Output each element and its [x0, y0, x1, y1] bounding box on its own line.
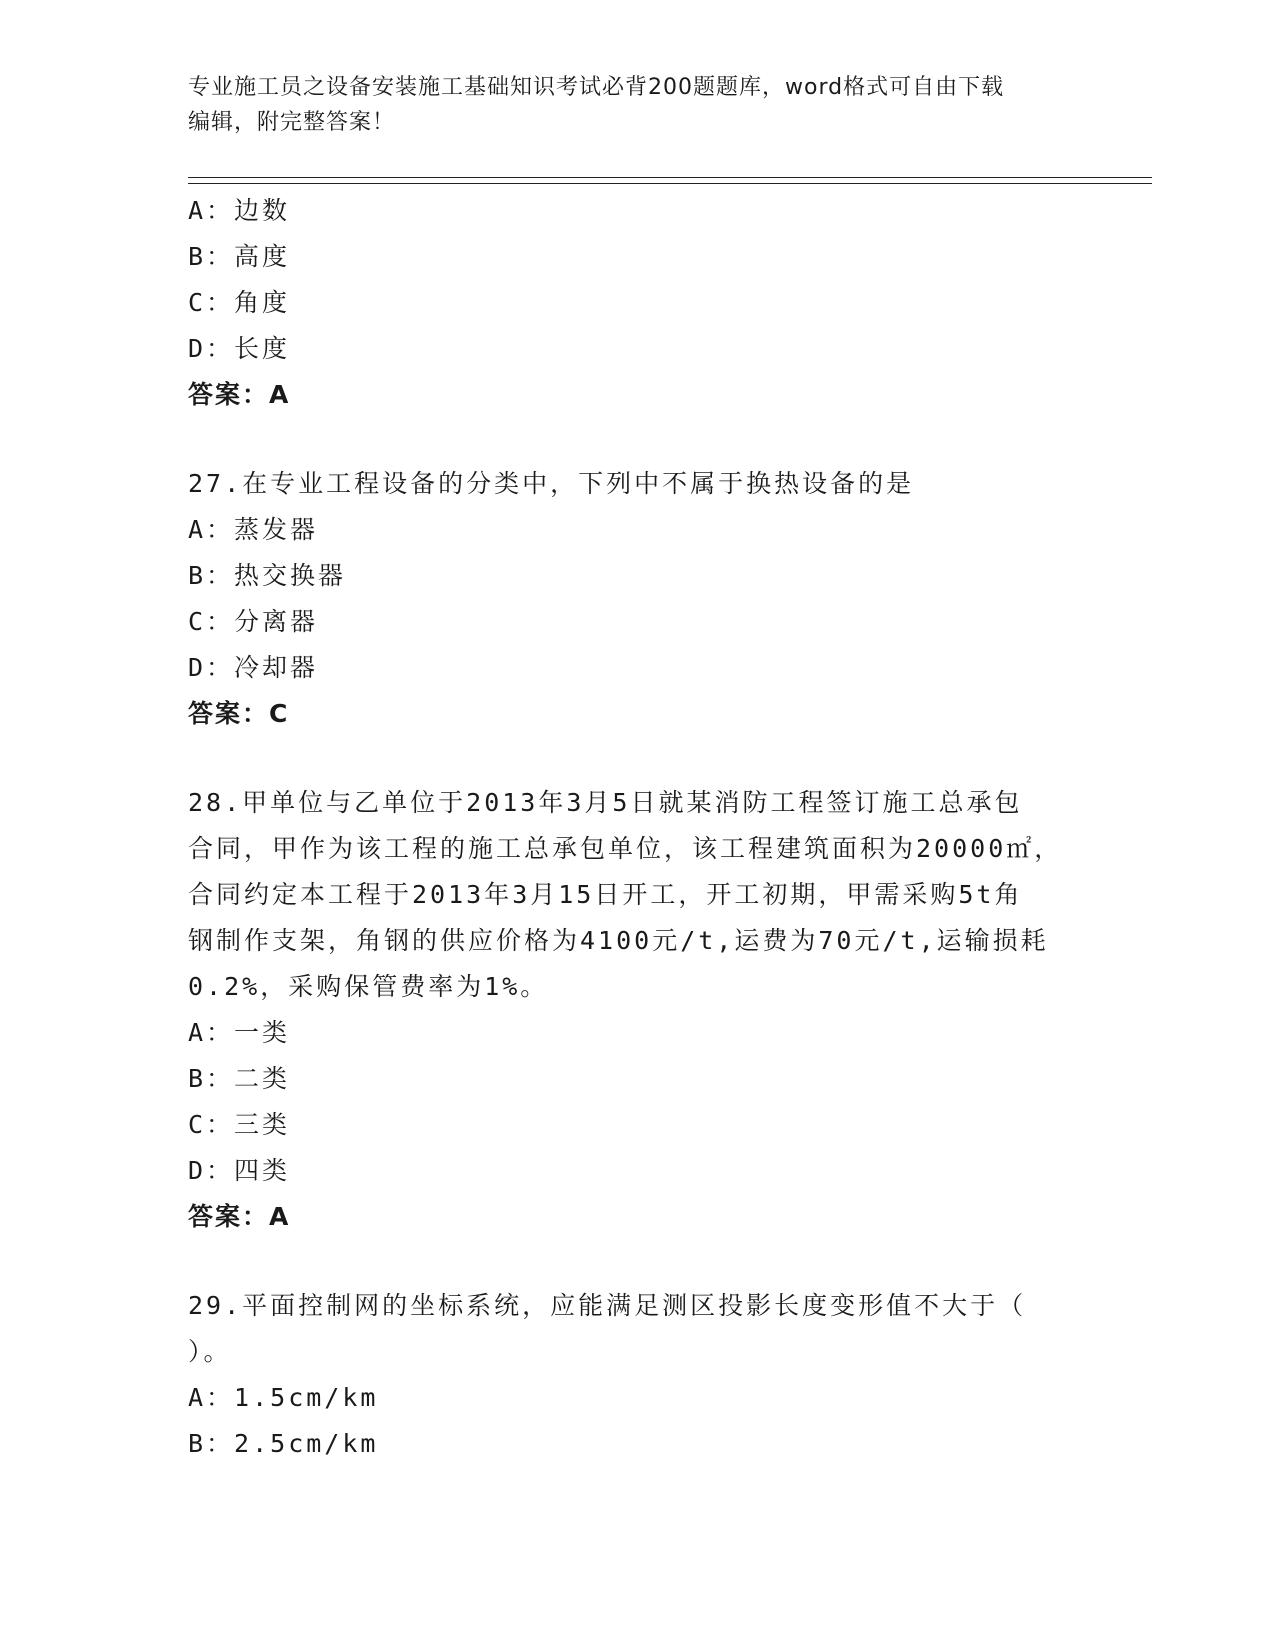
option-b: B：二类 [188, 1064, 291, 1093]
header-title-line-1: 专业施工员之设备安装施工基础知识考试必背200题题库，word格式可自由下载 [188, 75, 1005, 100]
question-stem-line-3: 合同约定本工程于2013年3月15日开工，开工初期，甲需采购5t角 [188, 880, 1023, 909]
document-header [188, 70, 1088, 140]
option-d: D：冷却器 [188, 653, 319, 682]
option-b: B：热交换器 [188, 561, 347, 590]
answer: 答案：C [188, 699, 290, 728]
option-a: A：边数 [188, 196, 291, 225]
option-d: D：长度 [188, 334, 291, 363]
header-title-line-2: 编辑，附完整答案！ [188, 110, 396, 135]
question-stem: 27.在专业工程设备的分类中，下列中不属于换热设备的是 [188, 469, 915, 498]
question-list [188, 188, 1088, 1467]
question-27 [188, 461, 1088, 737]
option-d: D：四类 [188, 1156, 291, 1185]
option-b: B：2.5cm/km [188, 1429, 379, 1458]
option-a: A：1.5cm/km [188, 1383, 379, 1412]
option-c: C：三类 [188, 1110, 291, 1139]
answer: 答案：A [188, 380, 291, 409]
question-stem-line-1: 28.甲单位与乙单位于2013年3月5日就某消防工程签订施工总承包 [188, 788, 1023, 817]
question-stem-line-2: ）。 [188, 1337, 232, 1366]
header-divider [188, 177, 1152, 184]
option-c: C：分离器 [188, 607, 319, 636]
spacer [188, 418, 1088, 461]
question-stem-line-4: 钢制作支架，角钢的供应价格为4100元/t,运费为70元/t,运输损耗 [188, 926, 1049, 955]
answer: 答案：A [188, 1202, 291, 1231]
option-a: A：一类 [188, 1018, 291, 1047]
option-c: C：角度 [188, 288, 291, 317]
question-29 [188, 1283, 1088, 1467]
question-stem-line-5: 0.2%，采购保管费率为1%。 [188, 972, 549, 1001]
question-stem-line-2: 合同，甲作为该工程的施工总承包单位，该工程建筑面积为20000㎡， [188, 834, 1063, 863]
option-a: A：蒸发器 [188, 515, 319, 544]
question-26 [188, 188, 1088, 418]
option-b: B：高度 [188, 242, 291, 271]
spacer [188, 737, 1088, 780]
spacer [188, 1240, 1088, 1283]
question-stem-line-1: 29.平面控制网的坐标系统，应能满足测区投影长度变形值不大于（ [188, 1291, 1027, 1320]
question-28 [188, 780, 1088, 1240]
